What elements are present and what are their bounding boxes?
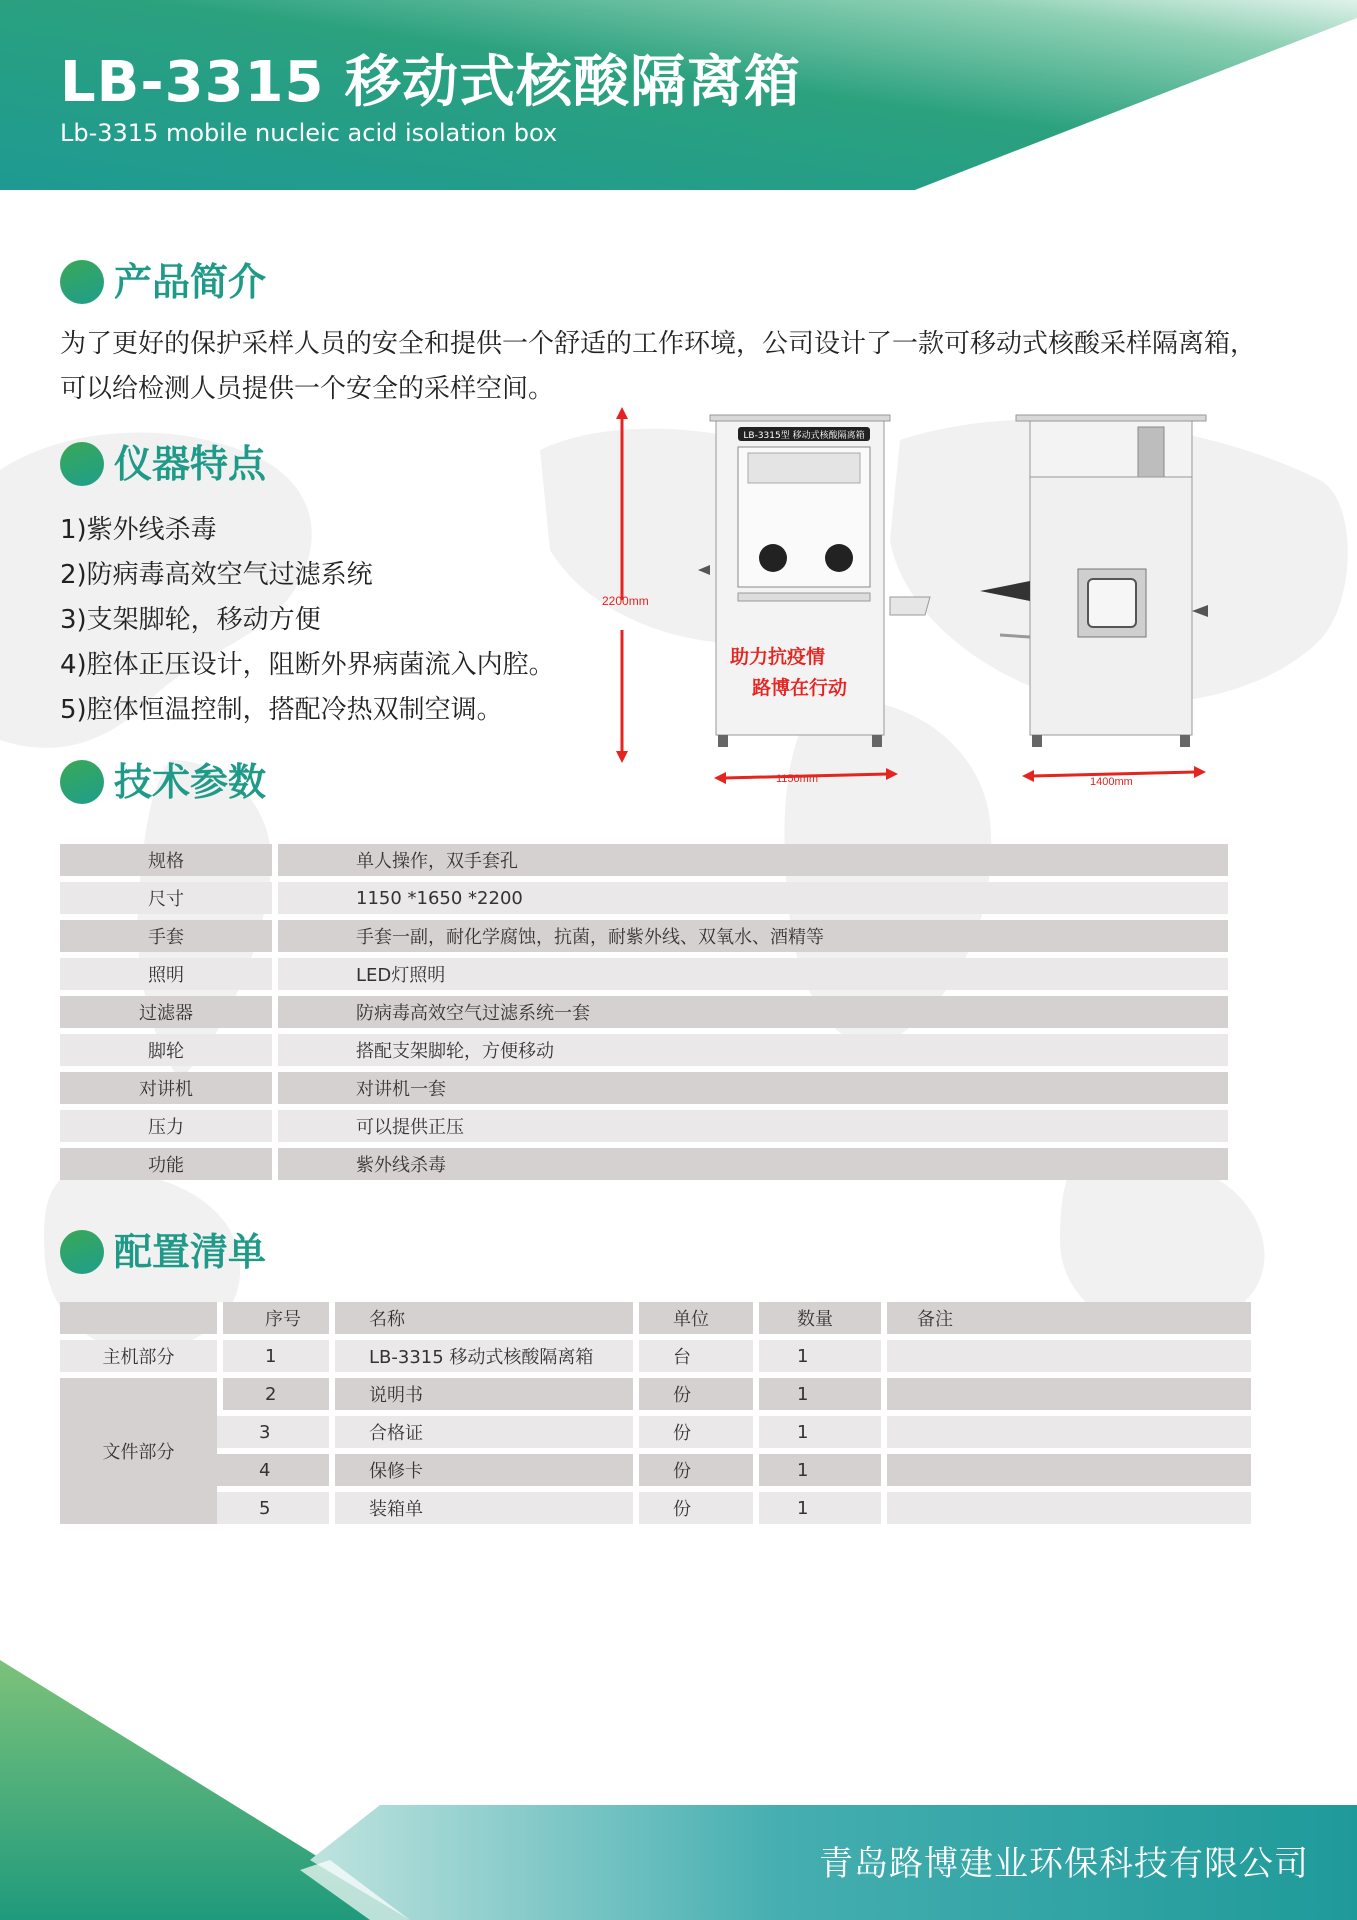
width-label: 1150mm bbox=[776, 773, 818, 785]
cell-qty: 1 bbox=[753, 1340, 881, 1372]
cell-note bbox=[881, 1340, 1251, 1372]
cell-note bbox=[881, 1492, 1251, 1524]
spec-key: 对讲机 bbox=[60, 1072, 272, 1104]
spec-value: 可以提供正压 bbox=[272, 1110, 1228, 1142]
table-row bbox=[60, 958, 1228, 990]
group-label: 文件部分 bbox=[60, 1378, 217, 1524]
column-header: 数量 bbox=[753, 1302, 881, 1334]
table-row bbox=[60, 1072, 1228, 1104]
panel-label: LB-3315型 移动式核酸隔离箱 bbox=[743, 431, 865, 441]
cell-unit: 份 bbox=[633, 1378, 753, 1410]
section-config-heading bbox=[60, 1228, 266, 1276]
cell-no: 5 bbox=[217, 1492, 329, 1524]
cell-no: 2 bbox=[217, 1378, 329, 1410]
spec-value: 防病毒高效空气过滤系统一套 bbox=[272, 996, 1228, 1028]
cell-no: 1 bbox=[217, 1340, 329, 1372]
cell-note bbox=[881, 1416, 1251, 1448]
depth-label: 1400mm bbox=[1090, 776, 1133, 788]
table-row bbox=[60, 1340, 1251, 1372]
section-title: 配置清单 bbox=[114, 1230, 267, 1274]
spec-key: 功能 bbox=[60, 1148, 272, 1180]
table-row bbox=[60, 1492, 1251, 1524]
cell-unit: 份 bbox=[633, 1492, 753, 1524]
table-row bbox=[60, 844, 1228, 876]
section-bullet-icon bbox=[60, 442, 104, 486]
slogan-line-2: 路博在行动 bbox=[752, 677, 848, 699]
section-features-heading bbox=[60, 440, 266, 488]
column-header: 备注 bbox=[881, 1302, 1251, 1334]
spec-key: 照明 bbox=[60, 958, 272, 990]
column-header: 单位 bbox=[633, 1302, 753, 1334]
spec-key: 规格 bbox=[60, 844, 272, 876]
table-row bbox=[60, 1110, 1228, 1142]
config-table bbox=[60, 1296, 1251, 1530]
column-header: 序号 bbox=[217, 1302, 329, 1334]
table-row bbox=[60, 1034, 1228, 1066]
intro-text: 为了更好的保护采样人员的安全和提供一个舒适的工作环境，公司设计了一款可移动式核酸采样隔离箱，可以给检测人员提供一个安全的采样空间。 bbox=[60, 329, 1257, 404]
feature-item: 3)支架脚轮，移动方便 bbox=[60, 605, 321, 635]
feature-item: 2)防病毒高效空气过滤系统 bbox=[60, 560, 373, 590]
spec-key: 过滤器 bbox=[60, 996, 272, 1028]
group-label: 主机部分 bbox=[60, 1340, 217, 1372]
spec-key: 脚轮 bbox=[60, 1034, 272, 1066]
spec-value: 搭配支架脚轮，方便移动 bbox=[272, 1034, 1228, 1066]
cell-name: 合格证 bbox=[329, 1416, 633, 1448]
cell-name: LB-3315 移动式核酸隔离箱 bbox=[329, 1340, 633, 1372]
spec-value: 对讲机一套 bbox=[272, 1072, 1228, 1104]
cell-unit: 台 bbox=[633, 1340, 753, 1372]
feature-item: 5)腔体恒温控制，搭配冷热双制空调。 bbox=[60, 695, 503, 725]
height-label: 2200mm bbox=[602, 594, 649, 608]
spec-table bbox=[60, 838, 1228, 1186]
feature-item: 1)紫外线杀毒 bbox=[60, 515, 217, 545]
feature-item: 4)腔体正压设计，阻断外界病菌流入内腔。 bbox=[60, 650, 555, 680]
spec-value: 1150 *1650 *2200 bbox=[272, 882, 1228, 914]
cell-qty: 1 bbox=[753, 1454, 881, 1486]
table-row bbox=[60, 920, 1228, 952]
cell-qty: 1 bbox=[753, 1416, 881, 1448]
table-row bbox=[60, 1416, 1251, 1448]
section-bullet-icon bbox=[60, 260, 104, 304]
section-title: 产品简介 bbox=[114, 260, 267, 304]
page-subtitle: Lb-3315 mobile nucleic acid isolation box bbox=[60, 119, 558, 147]
spec-value: 紫外线杀毒 bbox=[272, 1148, 1228, 1180]
side-view bbox=[980, 415, 1208, 747]
product-illustration bbox=[580, 405, 1240, 795]
cell-note bbox=[881, 1454, 1251, 1486]
section-title: 仪器特点 bbox=[114, 442, 267, 486]
column-header: 名称 bbox=[329, 1302, 633, 1334]
cell-qty: 1 bbox=[753, 1492, 881, 1524]
height-dimension-arrow bbox=[616, 407, 628, 763]
cell-note bbox=[881, 1378, 1251, 1410]
table-row bbox=[60, 1454, 1251, 1486]
cell-unit: 份 bbox=[633, 1416, 753, 1448]
cell-name: 装箱单 bbox=[329, 1492, 633, 1524]
cell-unit: 份 bbox=[633, 1454, 753, 1486]
cell-qty: 1 bbox=[753, 1378, 881, 1410]
section-intro-heading bbox=[60, 258, 266, 306]
spec-value: LED灯照明 bbox=[272, 958, 1228, 990]
spec-key: 尺寸 bbox=[60, 882, 272, 914]
table-row bbox=[60, 882, 1228, 914]
table-row bbox=[60, 996, 1228, 1028]
spec-key: 压力 bbox=[60, 1110, 272, 1142]
section-specs-heading bbox=[60, 758, 266, 806]
section-bullet-icon bbox=[60, 1230, 104, 1274]
feature-list bbox=[60, 508, 555, 733]
spec-value: 手套一副，耐化学腐蚀，抗菌，耐紫外线、双氧水、酒精等 bbox=[272, 920, 1228, 952]
section-bullet-icon bbox=[60, 760, 104, 804]
table-row bbox=[60, 1378, 1251, 1410]
slogan-line-1: 助力抗疫情 bbox=[730, 646, 826, 668]
column-header bbox=[60, 1302, 217, 1334]
cell-name: 保修卡 bbox=[329, 1454, 633, 1486]
table-header-row bbox=[60, 1302, 1251, 1334]
cell-no: 4 bbox=[217, 1454, 329, 1486]
table-row bbox=[60, 1148, 1228, 1180]
section-title: 技术参数 bbox=[114, 760, 267, 804]
page-title: LB-3315 移动式核酸隔离箱 bbox=[60, 50, 801, 115]
company-name: 青岛路博建业环保科技有限公司 bbox=[819, 1844, 1309, 1884]
spec-value: 单人操作，双手套孔 bbox=[272, 844, 1228, 876]
spec-key: 手套 bbox=[60, 920, 272, 952]
cell-no: 3 bbox=[217, 1416, 329, 1448]
cell-name: 说明书 bbox=[329, 1378, 633, 1410]
